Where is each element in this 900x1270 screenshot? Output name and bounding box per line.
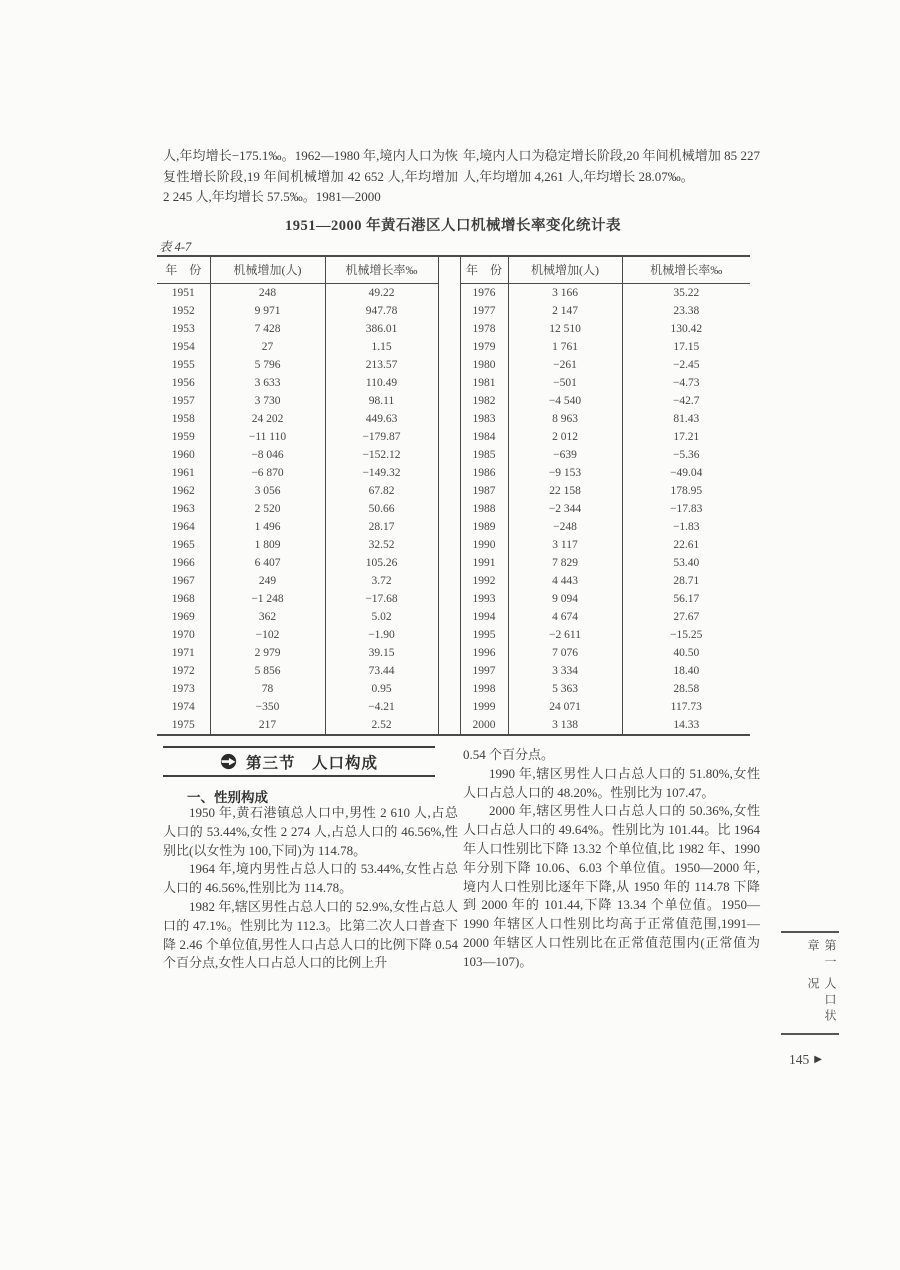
table-row	[157, 626, 750, 644]
data-cell: 1959	[157, 428, 210, 446]
table-row	[157, 338, 750, 356]
data-cell: 1973	[157, 680, 210, 698]
data-cell: 12 510	[508, 320, 622, 338]
table-row	[157, 698, 750, 716]
spacer-cell	[438, 446, 460, 464]
data-cell: −9 153	[508, 464, 622, 482]
data-cell: 1951	[157, 284, 210, 303]
spacer-cell	[438, 338, 460, 356]
sidebar-chapter-label: 第一章	[806, 939, 837, 971]
data-cell: 1958	[157, 410, 210, 428]
data-cell: 3 633	[210, 374, 325, 392]
data-cell: 1962	[157, 482, 210, 500]
table-row	[157, 446, 750, 464]
circle-arrow-icon	[220, 753, 237, 770]
data-cell: −17.83	[670, 503, 703, 515]
section-title: 第三节 人口构成	[245, 754, 378, 772]
data-cell: −11 110	[210, 428, 325, 446]
data-cell: 1 809	[210, 536, 325, 554]
data-cell: 1972	[157, 662, 210, 680]
data-cell: 17.15	[673, 341, 700, 353]
data-cell: 40.50	[673, 647, 700, 659]
spacer-cell	[438, 374, 460, 392]
data-cell: 217	[210, 716, 325, 735]
data-cell: 78	[210, 680, 325, 698]
data-cell: −6 870	[210, 464, 325, 482]
data-cell: 1983	[460, 410, 508, 428]
table-title: 1951—2000 年黄石港区人口机械增长率变化统计表	[284, 218, 622, 234]
spacer-cell	[438, 590, 460, 608]
spacer-cell	[438, 356, 460, 374]
data-cell: 32.52	[325, 536, 438, 554]
body-paragraph: 1990 年,辖区男性人口占总人口的 51.80%,女性人口占总人口的 48.20%。性别比为 107.47。	[463, 765, 760, 800]
data-cell: 117.73	[670, 701, 702, 713]
data-cell: 1985	[460, 446, 508, 464]
data-cell: 53.40	[673, 557, 700, 569]
data-cell: 2.52	[325, 716, 438, 735]
data-cell: 24 202	[210, 410, 325, 428]
data-cell: −102	[210, 626, 325, 644]
data-cell: 1974	[157, 698, 210, 716]
data-cell: 4 674	[508, 608, 622, 626]
body-column-right	[463, 746, 760, 972]
population-mechanical-growth-table	[157, 255, 750, 736]
data-cell: 249	[210, 572, 325, 590]
data-cell: 1956	[157, 374, 210, 392]
data-cell: 23.38	[673, 305, 700, 317]
data-cell: −350	[210, 698, 325, 716]
data-cell: −1.83	[672, 521, 700, 533]
sidebar-section-label: 人口状况	[806, 976, 837, 1025]
data-cell: 3 730	[210, 392, 325, 410]
table-row	[157, 356, 750, 374]
spacer-cell	[438, 644, 460, 662]
data-cell: 1966	[157, 554, 210, 572]
data-cell: −49.04	[670, 467, 703, 479]
data-cell: 1960	[157, 446, 210, 464]
data-cell: 130.42	[670, 323, 703, 335]
data-cell: 9 094	[508, 590, 622, 608]
data-cell: 39.15	[325, 644, 438, 662]
data-cell: 1979	[460, 338, 508, 356]
data-cell: −179.87	[325, 428, 438, 446]
col-header-growth-rate: 机械增长率‰	[622, 256, 750, 284]
data-cell: −8 046	[210, 446, 325, 464]
data-cell: 1988	[460, 500, 508, 518]
data-cell: 1965	[157, 536, 210, 554]
data-cell: −1.90	[325, 626, 438, 644]
data-cell: 1978	[460, 320, 508, 338]
data-cell: 1957	[157, 392, 210, 410]
data-cell: 2000	[460, 716, 508, 735]
spacer-cell	[438, 320, 460, 338]
table-row	[157, 644, 750, 662]
data-cell: 1999	[460, 698, 508, 716]
data-cell: 449.63	[325, 410, 438, 428]
data-cell: 3.72	[325, 572, 438, 590]
spacer-cell	[438, 554, 460, 572]
data-cell: 5 856	[210, 662, 325, 680]
table-row	[157, 554, 750, 572]
table-row	[157, 392, 750, 410]
data-cell: 18.40	[673, 665, 700, 677]
table-row	[157, 428, 750, 446]
data-cell: 2 979	[210, 644, 325, 662]
data-cell: 1975	[157, 716, 210, 735]
data-cell: 7 428	[210, 320, 325, 338]
table-row	[157, 662, 750, 680]
data-cell: −2.45	[672, 359, 700, 371]
data-cell: 213.57	[325, 356, 438, 374]
continuation-paragraph-right: 年,境内人口为稳定增长阶段,20 年间机械增加 85 227 人,年均增加 4,261 人,年均增长 28.07‰。	[463, 148, 760, 184]
data-cell: 1981	[460, 374, 508, 392]
data-cell: −501	[508, 374, 622, 392]
data-cell: 362	[210, 608, 325, 626]
spacer-cell	[438, 482, 460, 500]
data-cell: 1984	[460, 428, 508, 446]
data-cell: 98.11	[325, 392, 438, 410]
data-cell: 1991	[460, 554, 508, 572]
data-cell: 2 012	[508, 428, 622, 446]
table-row	[157, 482, 750, 500]
data-cell: 2 520	[210, 500, 325, 518]
data-cell: 1977	[460, 302, 508, 320]
table-row	[157, 590, 750, 608]
table-row	[157, 374, 750, 392]
col-header-year: 年 份	[460, 256, 508, 284]
subsection-title: 一、性别构成	[187, 790, 268, 805]
data-cell: −42.7	[672, 395, 700, 407]
spacer-cell	[438, 284, 460, 303]
table-label: 表 4-7	[159, 240, 192, 254]
data-cell: 3 117	[508, 536, 622, 554]
spacer-cell	[438, 302, 460, 320]
spacer-cell	[438, 698, 460, 716]
table-row	[157, 302, 750, 320]
spacer-cell	[438, 608, 460, 626]
data-cell: 1964	[157, 518, 210, 536]
data-cell: 386.01	[325, 320, 438, 338]
data-cell: 1986	[460, 464, 508, 482]
spacer-column	[438, 256, 460, 284]
table-row	[157, 608, 750, 626]
data-cell: −261	[508, 356, 622, 374]
data-cell: 1997	[460, 662, 508, 680]
data-cell: −149.32	[325, 464, 438, 482]
data-cell: 67.82	[325, 482, 438, 500]
page-number-value: 145	[789, 1052, 810, 1067]
table-row	[157, 320, 750, 338]
data-cell: 3 138	[508, 716, 622, 735]
data-cell: 28.17	[325, 518, 438, 536]
data-cell: 105.26	[325, 554, 438, 572]
data-cell: 22 158	[508, 482, 622, 500]
body-paragraph: 1982 年,辖区男性占总人口的 52.9%,女性占总人口的 47.1%。性别比为 112.3。比第二次人口普查下降 2.46 个单位值,男性人口占总人口的比例下降 0.54 个百分点,女性人口占总人口的比例上升	[163, 898, 458, 971]
data-cell: 73.44	[325, 662, 438, 680]
data-cell: −4 540	[508, 392, 622, 410]
data-cell: 1971	[157, 644, 210, 662]
col-header-mechanical-increase: 机械增加(人)	[210, 256, 325, 284]
data-cell: 27	[210, 338, 325, 356]
spacer-cell	[438, 662, 460, 680]
table-row	[157, 464, 750, 482]
data-cell: 17.21	[673, 431, 700, 443]
data-cell: 1955	[157, 356, 210, 374]
data-cell: 1953	[157, 320, 210, 338]
col-header-year: 年 份	[157, 256, 210, 284]
page-number	[789, 1052, 822, 1068]
spacer-cell	[438, 392, 460, 410]
table-row	[157, 500, 750, 518]
spacer-cell	[438, 716, 460, 735]
table-row	[157, 716, 750, 735]
data-cell: 1992	[460, 572, 508, 590]
data-cell: 1970	[157, 626, 210, 644]
data-cell: 2 147	[508, 302, 622, 320]
data-cell: 7 829	[508, 554, 622, 572]
table-row	[157, 680, 750, 698]
data-cell: 1995	[460, 626, 508, 644]
data-cell: 1998	[460, 680, 508, 698]
data-cell: 1996	[460, 644, 508, 662]
data-cell: 1961	[157, 464, 210, 482]
data-cell: 1987	[460, 482, 508, 500]
data-cell: 24 071	[508, 698, 622, 716]
table-row	[157, 410, 750, 428]
data-cell: 6 407	[210, 554, 325, 572]
continuation-paragraph-left: 人,年均增长−175.1‰。1962—1980 年,境内人口为恢复性增长阶段,19 年间机械增加 42 652 人,年均增加 2 245 人,年均增长 57.5‰。1981—2000	[163, 148, 458, 204]
body-paragraph: 1950 年,黄石港镇总人口中,男性 2 610 人,占总人口的 53.44%,女性 2 274 人,占总人口的 46.56%,性别比(以女性为 100,下同)为 114.78。	[163, 805, 458, 858]
spacer-cell	[438, 464, 460, 482]
data-cell: 3 056	[210, 482, 325, 500]
body-column-left	[163, 804, 458, 973]
data-cell: 35.22	[673, 287, 700, 299]
data-cell: 4 443	[508, 572, 622, 590]
data-cell: 50.66	[325, 500, 438, 518]
data-cell: −5.36	[672, 449, 700, 461]
data-cell: 3 166	[508, 284, 622, 303]
data-cell: 1963	[157, 500, 210, 518]
data-cell: −639	[508, 446, 622, 464]
data-cell: 22.61	[673, 539, 700, 551]
data-cell: −15.25	[670, 629, 703, 641]
spacer-cell	[438, 536, 460, 554]
data-cell: 49.22	[325, 284, 438, 303]
data-cell: −2 344	[508, 500, 622, 518]
data-cell: 1994	[460, 608, 508, 626]
data-cell: 1980	[460, 356, 508, 374]
spacer-cell	[438, 428, 460, 446]
section-header	[163, 746, 435, 777]
data-cell: 28.58	[673, 683, 700, 695]
data-cell: 1990	[460, 536, 508, 554]
data-cell: 1954	[157, 338, 210, 356]
body-paragraph: 0.54 个百分点。	[463, 747, 555, 762]
data-cell: −2 611	[508, 626, 622, 644]
data-cell: 110.49	[325, 374, 438, 392]
col-header-growth-rate: 机械增长率‰	[325, 256, 438, 284]
table-row	[157, 572, 750, 590]
data-cell: −1 248	[210, 590, 325, 608]
data-cell: 9 971	[210, 302, 325, 320]
table-row	[157, 518, 750, 536]
data-cell: 1969	[157, 608, 210, 626]
data-cell: 5 363	[508, 680, 622, 698]
table-row	[157, 536, 750, 554]
data-cell: 1976	[460, 284, 508, 303]
page-arrow-icon: ▶	[814, 1054, 822, 1065]
body-paragraph: 1964 年,境内男性占总人口的 53.44%,女性占总人口的 46.56%,性别比为 114.78。	[163, 861, 458, 896]
data-cell: 1993	[460, 590, 508, 608]
body-paragraph: 2000 年,辖区男性人口占总人口的 50.36%,女性人口占总人口的 49.64%。性别比为 101.44。比 1964 年人口性别比下降 13.32 个单位值,比 1982 年、1990 年分别下降 10.06、6.03 个单位值。1950—2000 年,境内人口性别比逐年下降,从 1950 年的 114.78 下降到 2000 年的 101.44,下降 13.34 个单位值。1950—1990 年辖区人口性别比均高于正常值范围,1991—2000 年辖区人口性别比在正常值范围内(正常值为 103—107)。	[463, 803, 760, 969]
data-cell: 1967	[157, 572, 210, 590]
table-row	[157, 284, 750, 303]
data-cell: 1952	[157, 302, 210, 320]
data-cell: 7 076	[508, 644, 622, 662]
data-cell: −248	[508, 518, 622, 536]
data-cell: −4.73	[672, 377, 700, 389]
data-cell: 5.02	[325, 608, 438, 626]
data-cell: 1 496	[210, 518, 325, 536]
data-cell: 248	[210, 284, 325, 303]
spacer-cell	[438, 500, 460, 518]
data-cell: 1.15	[325, 338, 438, 356]
data-cell: 1982	[460, 392, 508, 410]
data-cell: 8 963	[508, 410, 622, 428]
data-cell: 81.43	[673, 413, 700, 425]
data-cell: 1989	[460, 518, 508, 536]
data-cell: 1 761	[508, 338, 622, 356]
spacer-cell	[438, 410, 460, 428]
data-cell: 56.17	[673, 593, 700, 605]
spacer-cell	[438, 572, 460, 590]
spacer-cell	[438, 518, 460, 536]
spacer-cell	[438, 626, 460, 644]
data-cell: 5 796	[210, 356, 325, 374]
data-cell: 3 334	[508, 662, 622, 680]
data-cell: 947.78	[325, 302, 438, 320]
table-header-row	[157, 256, 750, 284]
chapter-sidebar	[781, 931, 839, 1035]
data-cell: 1968	[157, 590, 210, 608]
data-cell: −17.68	[325, 590, 438, 608]
data-cell: 28.71	[673, 575, 700, 587]
data-cell: −152.12	[325, 446, 438, 464]
data-cell: 178.95	[670, 485, 703, 497]
spacer-cell	[438, 680, 460, 698]
data-cell: 27.67	[673, 611, 700, 623]
data-cell: 0.95	[325, 680, 438, 698]
data-cell: 14.33	[673, 719, 700, 731]
data-cell: −4.21	[325, 698, 438, 716]
col-header-mechanical-increase: 机械增加(人)	[508, 256, 622, 284]
